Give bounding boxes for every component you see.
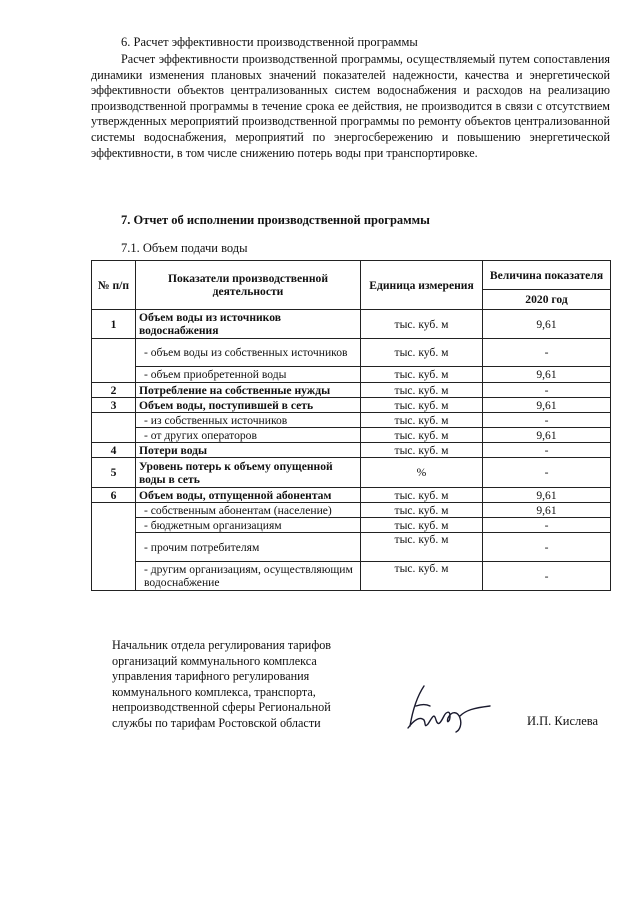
signer-line: непроизводственной сферы Региональной [112, 700, 331, 715]
row-value: 9,61 [483, 310, 611, 339]
signer-line: организаций коммунального комплекса [112, 653, 317, 668]
row-value: 9,61 [483, 367, 611, 383]
table-row [92, 413, 611, 428]
row-num: 6 [92, 488, 136, 503]
row-unit: тыс. куб. м [361, 413, 483, 428]
row-indicator: - объем воды из собственных источников [136, 339, 361, 367]
row-indicator: Объем воды, поступившей в сеть [136, 398, 361, 413]
section-6-heading: 6. Расчет эффективности производственной программы [121, 35, 418, 49]
row-value: 9,61 [483, 398, 611, 413]
header-num: № п/п [92, 261, 136, 310]
row-value: 9,61 [483, 428, 611, 443]
row-indicator: - бюджетным организациям [136, 518, 361, 533]
row-unit: тыс. куб. м [361, 533, 483, 562]
table-row [92, 367, 611, 383]
header-value: Величина показателя [483, 261, 611, 290]
row-value: - [483, 518, 611, 533]
row-unit: тыс. куб. м [361, 562, 483, 591]
handwritten-signature [402, 680, 494, 736]
table-row [92, 533, 611, 562]
row-unit: тыс. куб. м [361, 443, 483, 458]
table-row [92, 398, 611, 413]
row-indicator: - от других операторов [136, 428, 361, 443]
row-value: 9,61 [483, 488, 611, 503]
table-row [92, 503, 611, 518]
header-year: 2020 год [483, 290, 611, 310]
row-value: - [483, 458, 611, 488]
row-indicator: - объем приобретенной воды [136, 367, 361, 383]
row-unit: тыс. куб. м [361, 339, 483, 367]
row-indicator: - собственным абонентам (население) [136, 503, 361, 518]
table-row [92, 383, 611, 398]
row-num [92, 339, 136, 383]
row-value: - [483, 339, 611, 367]
row-num: 1 [92, 310, 136, 339]
row-num: 5 [92, 458, 136, 488]
header-indicator: Показатели производственной деятельности [136, 261, 361, 310]
table-row [92, 488, 611, 503]
row-num [92, 413, 136, 443]
row-unit: % [361, 458, 483, 488]
row-value: - [483, 383, 611, 398]
row-unit: тыс. куб. м [361, 367, 483, 383]
row-unit: тыс. куб. м [361, 428, 483, 443]
signer-line: службы по тарифам Ростовской области [112, 715, 321, 730]
signer-block [112, 638, 372, 732]
signer-line: управления тарифного регулирования [112, 669, 310, 684]
row-unit: тыс. куб. м [361, 383, 483, 398]
row-value: 9,61 [483, 503, 611, 518]
row-unit: тыс. куб. м [361, 503, 483, 518]
row-value: - [483, 533, 611, 562]
section-7-heading: 7. Отчет об исполнении производственной программы [121, 213, 430, 227]
table-row [92, 339, 611, 367]
signer-line: Начальник отдела регулирования тарифов [112, 638, 332, 652]
table-row [92, 458, 611, 488]
table-row [92, 428, 611, 443]
row-unit: тыс. куб. м [361, 518, 483, 533]
row-num: 3 [92, 398, 136, 413]
row-unit: тыс. куб. м [361, 488, 483, 503]
row-num: 4 [92, 443, 136, 458]
section-7-1-heading: 7.1. Объем подачи воды [121, 241, 248, 255]
row-num [92, 503, 136, 591]
row-indicator: Объем воды из источников водоснабжения [136, 310, 361, 339]
header-unit: Единица измерения [361, 261, 483, 310]
row-unit: тыс. куб. м [361, 398, 483, 413]
section-6-paragraph: Расчет эффективности производственной программы, осуществляемый путем сопоставления динамики изменения плановых значений показателей надежности, качества и энергетической эффективности объектов централизованных систем водоснабжения и расходов на реализацию производственной программы в течение срока ее действия, не производится в связи с отсутствием утвержденных мероприятий производственной программы по ремонту объектов централизованной системы водоснабжения, мероприятий по энергосбережению и повышению энергетической эффективности, в том числе снижению потерь воды при транспортировке. [91, 52, 610, 160]
row-indicator: - из собственных источников [136, 413, 361, 428]
row-indicator: Потребление на собственные нужды [136, 383, 361, 398]
row-unit: тыс. куб. м [361, 310, 483, 339]
row-indicator: Потери воды [136, 443, 361, 458]
water-supply-table [91, 260, 611, 591]
row-indicator: - другим организациям, осуществляющим водоснабжение [136, 562, 361, 591]
signer-line: коммунального комплекса, транспорта, [112, 684, 316, 699]
row-value: - [483, 413, 611, 428]
table-row [92, 310, 611, 339]
row-indicator: Уровень потерь к объему опущенной воды в сеть [136, 458, 361, 488]
row-value: - [483, 443, 611, 458]
row-value: - [483, 562, 611, 591]
row-num: 2 [92, 383, 136, 398]
table-row [92, 562, 611, 591]
row-indicator: Объем воды, отпущенной абонентам [136, 488, 361, 503]
signer-name: И.П. Кислева [527, 714, 599, 728]
table-row [92, 518, 611, 533]
row-indicator: - прочим потребителям [136, 533, 361, 562]
table-row [92, 443, 611, 458]
